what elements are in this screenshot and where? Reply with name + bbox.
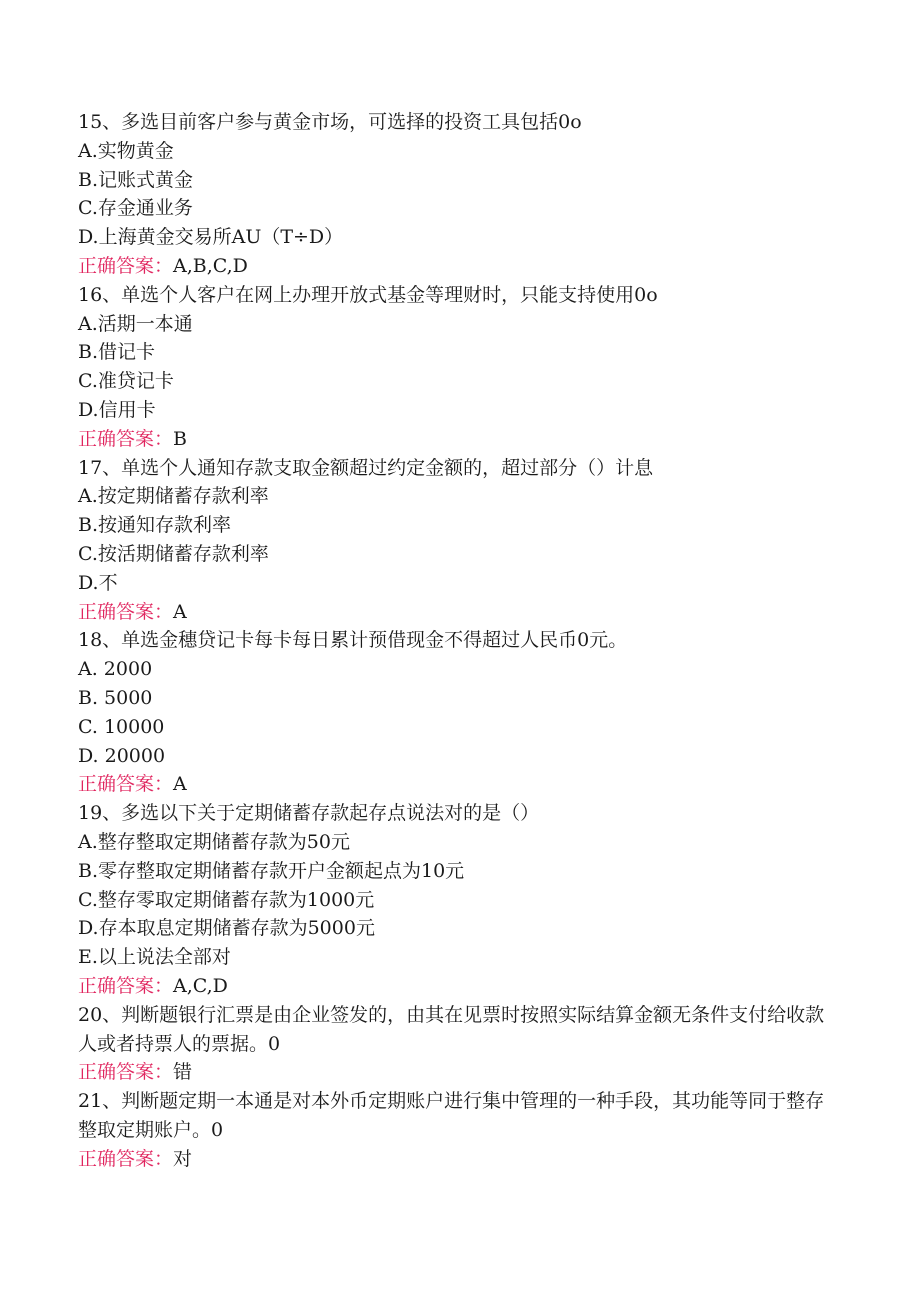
option-d: D.信用卡 [78, 398, 156, 421]
option-a: A.实物黄金 [78, 139, 174, 162]
question-15 [78, 108, 828, 281]
question-21 [78, 1087, 828, 1173]
answer-line [78, 425, 828, 454]
answer-label: 正确答案： [78, 600, 174, 623]
answer-value: A [173, 773, 187, 796]
option-b: B.借记卡 [78, 341, 156, 364]
option-c: C.准贷记卡 [78, 370, 174, 393]
option-c: C.整存零取定期储蓄存款为1000元 [78, 888, 375, 911]
answer-line [78, 252, 828, 281]
option-a: A.活期一本通 [78, 312, 193, 335]
answer-line [78, 1058, 828, 1087]
answer-label: 正确答案： [78, 427, 174, 450]
option-d: D. 20000 [78, 744, 166, 767]
answer-value: B [173, 427, 187, 450]
option-d: D.存本取息定期储蓄存款为5000元 [78, 917, 375, 940]
option-b: B.零存整取定期储蓄存款开户金额起点为10元 [78, 859, 465, 882]
answer-line [78, 770, 828, 799]
question-16 [78, 281, 828, 454]
option-c: C.按活期储蓄存款利率 [78, 542, 269, 565]
question-stem: 21、判断题定期一本通是对本外币定期账户进行集中管理的一种手段，其功能等同于整存整取定期账户。0 [78, 1090, 825, 1141]
question-20 [78, 1001, 828, 1087]
answer-value: A,C,D [173, 974, 228, 997]
option-a: A. 2000 [78, 658, 153, 681]
question-stem: 18、单选金穗贷记卡每卡每日累计预借现金不得超过人民币0元。 [78, 629, 628, 652]
answer-value: 对 [173, 1147, 193, 1170]
question-18 [78, 626, 828, 799]
answer-label: 正确答案： [78, 974, 174, 997]
document-page [78, 108, 828, 1173]
answer-line [78, 1145, 828, 1174]
answer-value: A,B,C,D [173, 254, 248, 277]
answer-label: 正确答案： [78, 773, 174, 796]
answer-line [78, 972, 828, 1001]
question-stem: 20、判断题银行汇票是由企业签发的，由其在见票时按照实际结算金额无条件支付给收款人或者持票人的票据。0 [78, 1003, 825, 1055]
answer-label: 正确答案： [78, 254, 174, 277]
question-17 [78, 454, 828, 627]
option-d: D.上海黄金交易所AU（T÷D） [78, 226, 344, 249]
question-stem: 15、多选目前客户参与黄金市场，可选择的投资工具包括0o [78, 111, 582, 133]
answer-value: A [173, 600, 187, 623]
option-a: A.整存整取定期储蓄存款为50元 [78, 830, 350, 853]
question-stem: 19、多选以下关于定期储蓄存款起存点说法对的是（） [78, 802, 540, 825]
option-c: C.存金通业务 [78, 197, 193, 220]
question-stem: 17、单选个人通知存款支取金额超过约定金额的，超过部分（）计息 [78, 456, 654, 479]
option-b: B.记账式黄金 [78, 168, 194, 191]
answer-line [78, 598, 828, 627]
question-stem: 16、单选个人客户在网上办理开放式基金等理财时，只能支持使用0o [78, 283, 658, 306]
answer-label: 正确答案： [78, 1061, 174, 1084]
answer-value: 错 [173, 1061, 193, 1084]
option-b: B. 5000 [78, 686, 153, 709]
question-19 [78, 799, 828, 1001]
option-a: A.按定期储蓄存款利率 [78, 485, 269, 508]
option-b: B.按通知存款利率 [78, 514, 232, 537]
answer-label: 正确答案： [78, 1147, 174, 1170]
option-c: C. 10000 [78, 715, 165, 738]
option-d: D.不 [78, 571, 118, 594]
option-e: E.以上说法全部对 [78, 946, 231, 969]
